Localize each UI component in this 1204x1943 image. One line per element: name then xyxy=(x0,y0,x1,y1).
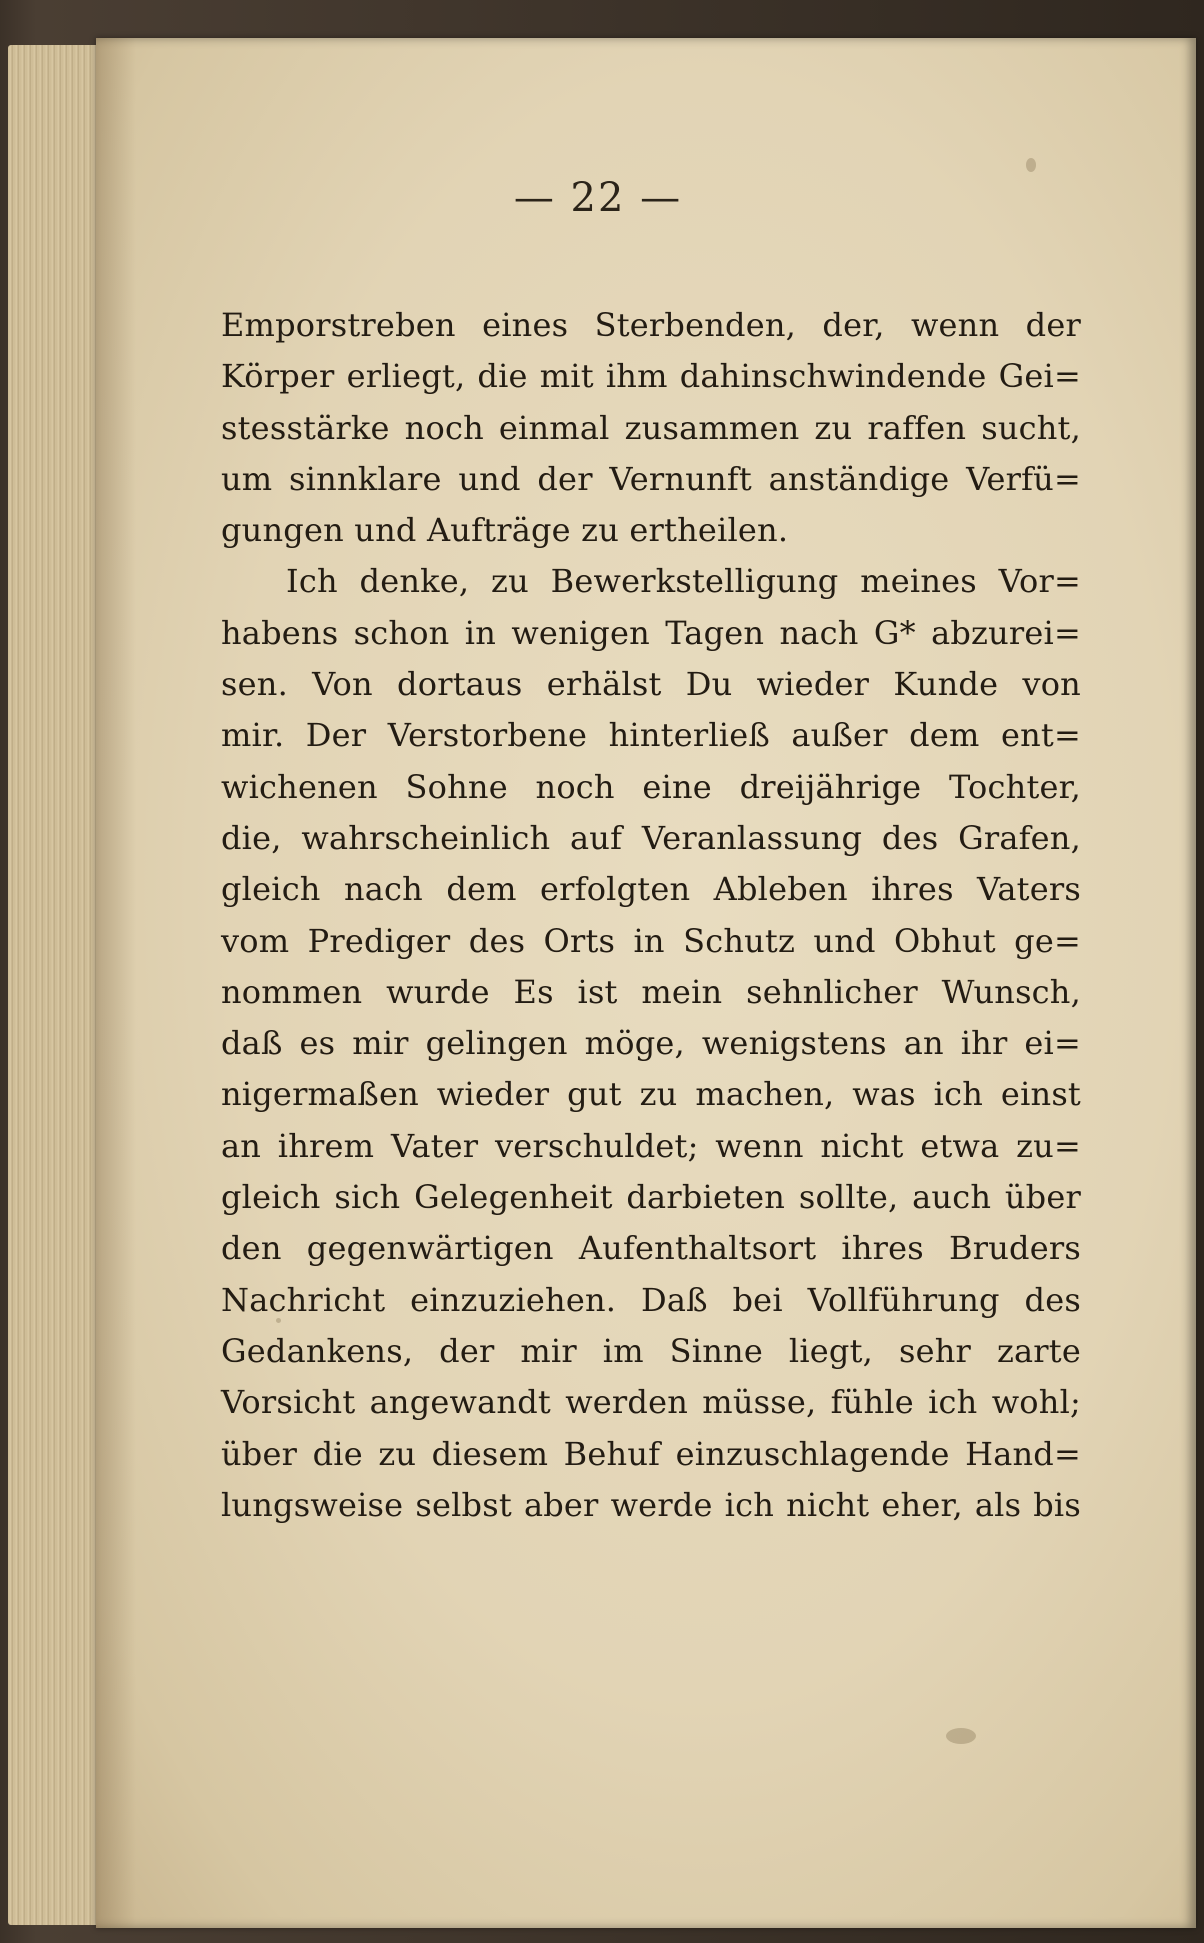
text-line: sen. Von dortaus erhälst Du wieder Kunde von xyxy=(221,665,1081,704)
page-number: — 22 — xyxy=(513,175,683,221)
text-line: Gedankens, der mir im Sinne liegt, sehr zarte xyxy=(221,1331,1081,1370)
text-line: Nachricht einzuziehen. Daß bei Vollführung des xyxy=(221,1280,1081,1319)
text-line: Körper erliegt, die mit ihm dahinschwindende Gei= xyxy=(221,357,1081,396)
text-line: daß es mir gelingen möge, wenigstens an ihr ei= xyxy=(221,1024,1081,1063)
text-line: Vorsicht angewandt werden müsse, fühle ich wohl; xyxy=(221,1383,1081,1422)
running-head xyxy=(0,175,1204,221)
text-line: den gegenwärtigen Aufenthaltsort ihres Bruders xyxy=(221,1229,1081,1268)
text-line: an ihrem Vater verschuldet; wenn nicht etwa zu= xyxy=(221,1126,1081,1165)
text-line: Emporstreben eines Sterbenden, der, wenn der xyxy=(221,306,1081,344)
text-line: nigermaßen wieder gut zu machen, was ich einst xyxy=(221,1075,1081,1114)
text-line: die, wahrscheinlich auf Veranlassung des Grafen, xyxy=(221,818,1081,857)
text-line: gleich sich Gelegenheit darbieten sollte, auch über xyxy=(221,1178,1081,1217)
text-line: Ich denke, zu Bewerkstelligung meines Vor= xyxy=(286,562,1081,601)
text-line: gungen und Aufträge zu ertheilen. xyxy=(221,511,789,550)
text-line: über die zu diesem Behuf einzuschlagende Hand= xyxy=(221,1434,1081,1473)
text-line: wichenen Sohne noch eine dreijährige Tochter, xyxy=(221,767,1081,806)
text-line: habens schon in wenigen Tagen nach G* abzurei= xyxy=(221,613,1081,652)
text-line: um sinnklare und der Vernunft anständige Verfü= xyxy=(221,459,1081,498)
text-line: mir. Der Verstorbene hinterließ außer dem ent= xyxy=(221,716,1081,755)
gutter-shadow xyxy=(96,38,136,1928)
body-text xyxy=(221,300,1081,1531)
text-line: vom Prediger des Orts in Schutz und Obhut ge= xyxy=(221,921,1081,960)
paper-stain xyxy=(946,1728,976,1744)
text-line: stesstärke noch einmal zusammen zu raffen sucht, xyxy=(221,408,1081,447)
text-line: gleich nach dem erfolgten Ableben ihres Vaters xyxy=(221,870,1081,909)
page-edges xyxy=(8,45,108,1925)
text-line: nommen wurde Es ist mein sehnlicher Wunsch, xyxy=(221,972,1081,1011)
paper-stain xyxy=(1026,158,1036,172)
text-line: lungsweise selbst aber werde ich nicht eher, als bis xyxy=(221,1485,1081,1524)
